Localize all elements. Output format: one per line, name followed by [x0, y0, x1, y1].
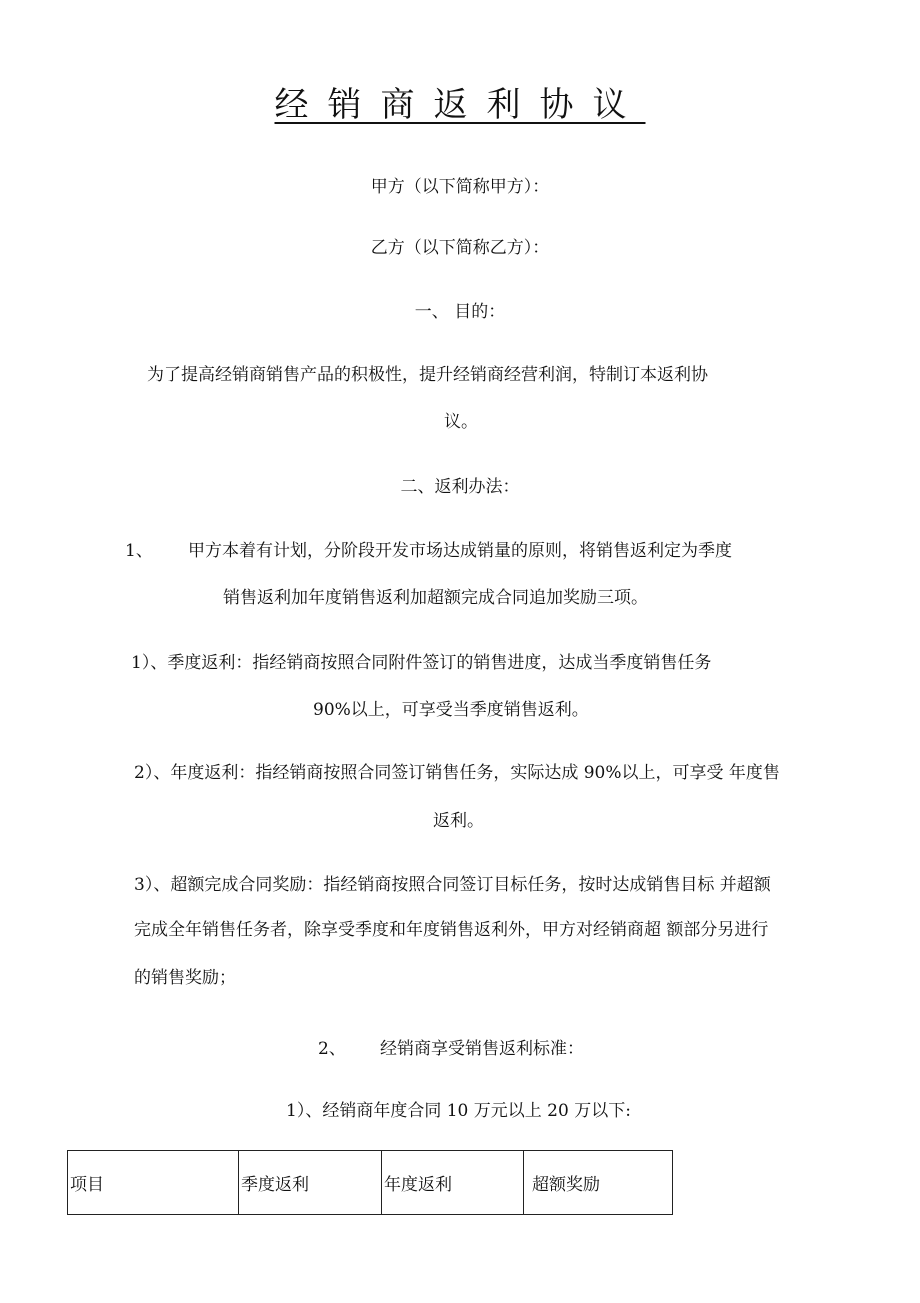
over-target-bonus-line-2: 完成全年销售任务者，除享受季度和年度销售返利外，甲方对经销商超 额部分另进行	[134, 920, 769, 940]
quarterly-rebate-line-1: 1）、季度返利：指经销商按照合同附件签订的销售进度，达成当季度销售任务	[131, 653, 712, 673]
table-header-bonus: 超额奖励	[524, 1151, 673, 1215]
item-1-line-2: 销售返利加年度销售返利加超额完成合同追加奖励三项。	[223, 588, 648, 608]
section-purpose-heading: 一、 目的：	[414, 302, 506, 322]
over-target-bonus-line-1: 3）、超额完成合同奖励：指经销商按照合同签订目标任务，按时达成销售目标 并超额	[134, 875, 771, 895]
party-b-line: 乙方（以下简称乙方）：	[370, 238, 550, 258]
purpose-text-line-2: 议。	[444, 412, 478, 432]
over-target-bonus-line-3: 的销售奖励；	[134, 968, 236, 988]
party-a-line: 甲方（以下简称甲方）：	[370, 177, 550, 197]
tier-1-heading: 1）、经销商年度合同 10 万元以上 20 万以下:	[286, 1101, 631, 1121]
table-header-row	[68, 1151, 673, 1215]
table-header-quarterly: 季度返利	[239, 1151, 382, 1215]
quarterly-rebate-line-2: 90%以上，可享受当季度销售返利。	[313, 700, 589, 720]
table-header-item: 项目	[68, 1151, 239, 1215]
rebate-table	[67, 1150, 673, 1215]
document-title: 经销商返利协议	[274, 85, 646, 125]
annual-rebate-line-1: 2）、年度返利：指经销商按照合同签订销售任务，实际达成 90%以上，可享受 年度售	[134, 763, 780, 783]
table-header-annual: 年度返利	[382, 1151, 524, 1215]
annual-rebate-line-2: 返利。	[433, 811, 484, 831]
item-2-text: 经销商享受销售返利标准：	[380, 1039, 584, 1059]
purpose-text-line-1: 为了提高经销商销售产品的积极性，提升经销商经营利润，特制订本返利协	[147, 365, 708, 385]
item-2-number: 2、	[318, 1039, 346, 1059]
section-method-heading: 二、返利办法：	[400, 477, 520, 497]
item-1-line-1: 甲方本着有计划，分阶段开发市场达成销量的原则，将销售返利定为季度	[188, 541, 732, 561]
item-1-number: 1、	[125, 541, 153, 561]
